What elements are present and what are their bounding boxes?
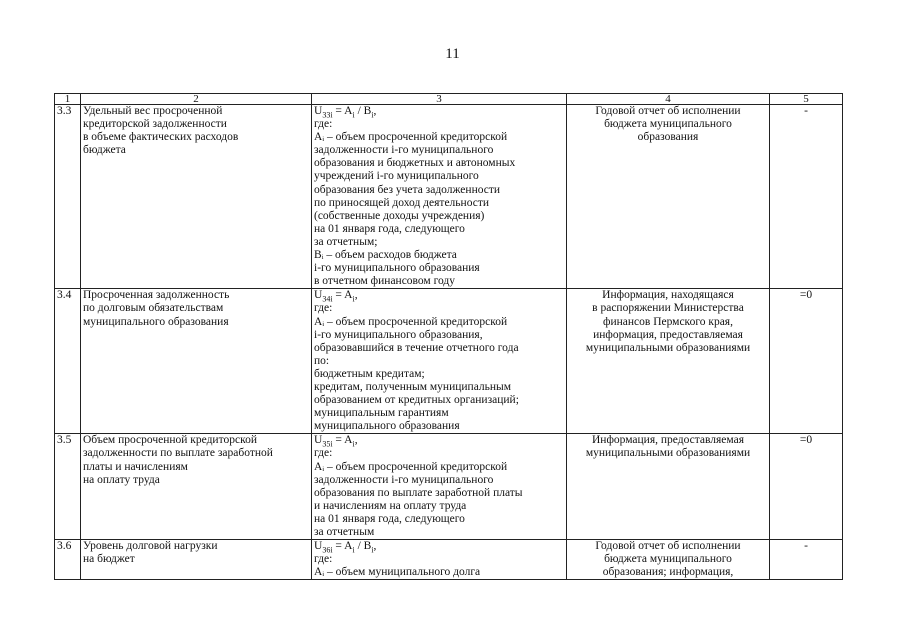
table-body: [55, 105, 843, 580]
formula-cell: [312, 540, 567, 580]
table-row: [55, 540, 843, 580]
indicator-name-line: Удельный вес просроченной: [83, 105, 223, 117]
formula-description-line: за отчетным;: [314, 235, 378, 248]
formula-part: U: [314, 540, 323, 553]
indicator-name-line: Просроченная задолженность: [83, 289, 230, 302]
header-col-2: 2: [81, 94, 312, 105]
formula-description-line: Aᵢ – объем просроченной кредиторской: [314, 460, 508, 473]
formula-description-line: Bᵢ – объем расходов бюджета: [314, 249, 457, 262]
formula-description-line: где:: [314, 447, 333, 460]
row-number-cell: [55, 434, 81, 540]
formula: [314, 434, 564, 447]
formula-description-line: Aᵢ – объем просроченной кредиторской: [314, 131, 508, 144]
formula-part: = A: [332, 540, 353, 553]
formula-description-line: i-го муниципального образования,: [314, 328, 483, 341]
row-number: 3.3: [57, 105, 72, 117]
data-source-cell: [567, 540, 770, 580]
formula-description-line: где:: [314, 118, 333, 131]
formula-description-line: образованием от кредитных организаций;: [314, 394, 519, 407]
formula-part: ,: [354, 434, 358, 447]
formula-part: i: [352, 439, 355, 449]
formula-description-line: на 01 января года, следующего: [314, 222, 465, 235]
threshold-value: -: [804, 105, 808, 117]
formula-description-line: муниципального образования: [314, 420, 460, 433]
table-row: [55, 289, 843, 434]
indicator-name-line: в объеме фактических расходов: [83, 131, 239, 144]
data-source-line: бюджета муниципального: [604, 118, 732, 131]
formula-part: i: [352, 545, 355, 555]
indicator-name-line: кредиторской задолженности: [83, 118, 227, 131]
table-row: [55, 434, 843, 540]
data-source-cell: [567, 289, 770, 434]
formula-part: i: [371, 545, 374, 555]
indicator-name-line: бюджета: [83, 144, 126, 157]
value-cell: [770, 434, 843, 540]
formula-description-line: образования и бюджетных и автономных: [314, 157, 516, 170]
indicator-name-cell: [81, 540, 312, 580]
formula-part: = A: [332, 434, 353, 447]
formula-description-line: Aᵢ – объем просроченной кредиторской: [314, 315, 508, 328]
indicator-name-line: задолженности по выплате заработной: [83, 447, 273, 460]
formula-description-line: образовавшийся в течение отчетного года: [314, 341, 519, 354]
header-col-3: 3: [312, 94, 567, 105]
data-source-line: Годовой отчет об исполнении: [595, 105, 741, 117]
formula-part: ,: [373, 540, 377, 553]
indicator-name-cell: [81, 105, 312, 289]
formula-description-line: на 01 января года, следующего: [314, 512, 465, 525]
row-number-cell: [55, 105, 81, 289]
formula-part: / B: [354, 540, 372, 553]
row-number: 3.5: [57, 434, 72, 447]
row-number: 3.4: [57, 289, 72, 302]
formula-part: U: [314, 434, 323, 447]
indicators-table: [54, 93, 843, 580]
header-col-4: 4: [567, 94, 770, 105]
indicator-name-cell: [81, 434, 312, 540]
formula-description-line: задолженности i-го муниципального: [314, 473, 494, 486]
data-source-line: Информация, предоставляемая: [591, 434, 744, 447]
formula-description-line: где:: [314, 553, 333, 566]
formula-part: U: [314, 289, 323, 302]
formula-cell: [312, 289, 567, 434]
formula-description-line: за отчетным: [314, 526, 375, 538]
formula-part: = A: [332, 105, 353, 117]
value-cell: [770, 540, 843, 580]
formula-part: 34i: [322, 294, 333, 304]
indicator-name-line: Уровень долговой нагрузки: [83, 540, 218, 553]
value-cell: [770, 105, 843, 289]
formula-cell: [312, 105, 567, 289]
formula-description-line: учреждений i-го муниципального: [314, 170, 479, 183]
formula-part: i: [352, 110, 355, 120]
formula: [314, 289, 564, 302]
table-header-row: [55, 94, 843, 105]
data-source-line: в распоряжении Министерства: [592, 302, 744, 315]
data-source-line: муниципальными образованиями: [585, 341, 751, 354]
indicator-name-cell: [81, 289, 312, 434]
indicator-name-line: муниципального образования: [83, 315, 229, 328]
indicator-name-line: на бюджет: [83, 553, 135, 566]
formula-part: ,: [373, 105, 377, 117]
threshold-value: =0: [799, 289, 813, 302]
row-number-cell: [55, 289, 81, 434]
data-source-cell: [567, 105, 770, 289]
formula-cell: [312, 434, 567, 540]
data-source-line: муниципальными образованиями: [585, 447, 751, 460]
formula-part: 35i: [322, 439, 333, 449]
data-source-line: Информация, находящаяся: [602, 289, 734, 302]
data-source-line: образования: [637, 131, 699, 144]
value-cell: [770, 289, 843, 434]
formula-description-line: и начислениям на оплату труда: [314, 499, 467, 512]
formula-description-line: (собственные доходы учреждения): [314, 209, 485, 222]
formula-description-line: бюджетным кредитам;: [314, 367, 425, 380]
data-source-line: образования; информация,: [602, 566, 734, 579]
indicator-name-line: на оплату труда: [83, 473, 160, 486]
threshold-value: -: [804, 540, 808, 553]
page-number: 11: [445, 46, 460, 62]
indicator-name-line: Объем просроченной кредиторской: [83, 434, 257, 447]
formula-description-line: кредитам, полученным муниципальным: [314, 380, 512, 393]
data-source-cell: [567, 434, 770, 540]
formula-description-line: по приносящей доход деятельности: [314, 196, 490, 209]
formula-description-line: образования по выплате заработной платы: [314, 486, 523, 499]
formula-description-line: образования без учета задолженности: [314, 183, 501, 196]
formula-part: ,: [354, 289, 358, 302]
formula-part: = A: [332, 289, 353, 302]
formula-description-line: в отчетном финансовом году: [314, 275, 456, 288]
formula-description-line: i-го муниципального образования: [314, 262, 480, 275]
header-col-1: 1: [55, 94, 81, 105]
formula: [314, 105, 564, 118]
table-row: [55, 105, 843, 289]
formula-part: U: [314, 105, 323, 117]
data-source-line: информация, предоставляемая: [593, 328, 743, 341]
header-col-5: 5: [770, 94, 843, 105]
row-number: 3.6: [57, 540, 72, 553]
data-source-line: бюджета муниципального: [604, 553, 732, 566]
formula-part: / B: [354, 105, 372, 117]
data-source-line: финансов Пермского края,: [603, 315, 733, 328]
indicator-name-line: платы и начислениям: [83, 460, 188, 473]
threshold-value: =0: [799, 434, 813, 447]
formula-part: i: [352, 294, 355, 304]
row-number-cell: [55, 540, 81, 580]
data-source-line: Годовой отчет об исполнении: [595, 540, 741, 553]
formula-part: i: [371, 110, 374, 120]
formula-description-line: задолженности i-го муниципального: [314, 144, 494, 157]
formula-description-line: Aᵢ – объем муниципального долга: [314, 566, 481, 579]
indicator-name-line: по долговым обязательствам: [83, 302, 224, 315]
formula-description-line: муниципальным гарантиям: [314, 407, 449, 420]
formula-part: 36i: [322, 545, 333, 555]
formula-description-line: где:: [314, 302, 333, 315]
formula: [314, 540, 564, 553]
formula-description-line: по:: [314, 354, 330, 367]
formula-part: 33i: [322, 110, 333, 120]
